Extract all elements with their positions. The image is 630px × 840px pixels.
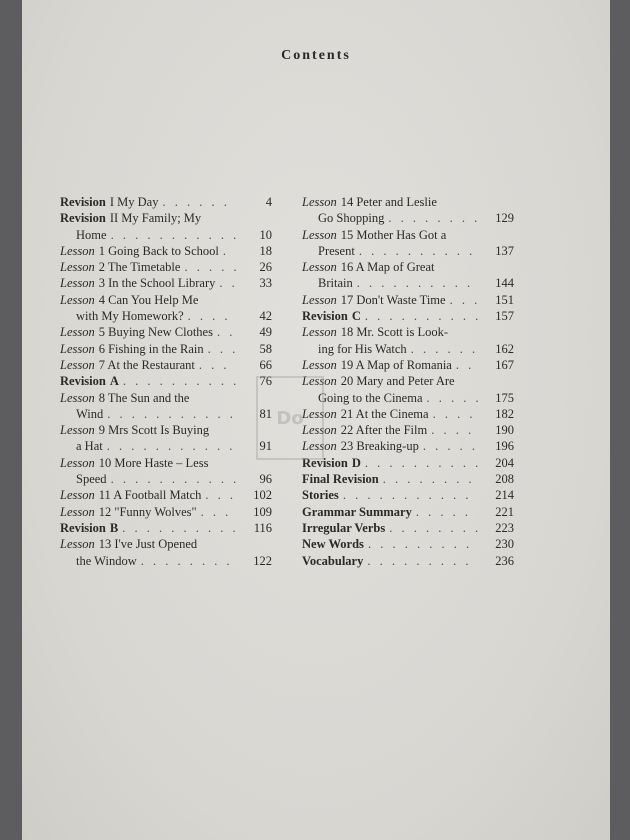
toc-entry-line [60,308,272,324]
toc-entry [302,357,514,373]
leader-dots [429,406,478,422]
toc-entry-title: 19 A Map of Romania [340,357,452,372]
toc-entry-line [302,406,514,422]
toc-entry [60,210,272,243]
page-number: 66 [259,357,272,372]
toc-entry [60,275,272,291]
toc-entry-title: 16 A Map of Great [340,260,435,275]
page-number: 144 [495,276,514,291]
leader-dots [412,504,478,520]
page-number: 76 [259,374,272,389]
page-number: 230 [495,537,514,552]
toc-entry-line [302,455,514,471]
toc-entry-title: Going to the Cinema [318,390,423,405]
toc-entry-title: 14 Peter and Leslie [340,195,437,209]
leader-dots [379,471,478,487]
toc-entry-kind: Lesson [60,276,95,291]
leader-dots [213,324,236,340]
toc-entry [302,308,514,324]
toc-entry-line [60,487,272,503]
toc-entry-line [60,406,272,422]
toc-entry-title: 13 I've Just Opened [98,537,198,552]
toc-entry-kind: Lesson [60,243,95,258]
toc-entry-line [60,357,272,373]
leader-dots [118,520,236,536]
toc-entry-line [60,227,272,243]
page-number: 162 [495,341,514,356]
toc-entry-kind: Revision [60,211,106,226]
toc-entry-kind: Lesson [302,439,337,454]
page-number: 18 [259,243,272,258]
toc-entry-kind: Lesson [60,488,95,503]
page-number: 223 [495,520,514,535]
page-number: 157 [495,309,514,324]
toc-entry-title: Speed [76,472,107,487]
toc-entry-line [60,455,272,471]
toc-entry-title: B [109,520,119,535]
leader-dots [107,471,236,487]
toc-entry-kind: Lesson [60,537,95,552]
leader-dots [363,553,478,569]
toc-entry-line [60,390,272,406]
toc-entry-line [60,259,272,275]
toc-entry-title: 9 Mrs Scott Is Buying [98,423,210,438]
leader-dots [204,341,236,357]
toc-entry-kind: Lesson [302,227,337,242]
toc-entry-line [60,194,272,210]
toc-entry-kind: Lesson [302,195,337,209]
toc-entry [60,390,272,423]
toc-entry-title: with My Homework? [76,309,184,324]
toc-entry-kind: Revision [60,520,106,535]
page-number: 81 [259,406,272,421]
leader-dots [419,438,478,454]
book-page [22,0,610,840]
toc-entry [302,487,514,503]
toc-entry-line [302,292,514,308]
toc-entry-kind: Lesson [60,260,95,275]
page-number: 236 [495,553,514,568]
toc-entry-title: Home [76,227,107,242]
leader-dots [407,341,478,357]
toc-entry-title: 18 Mr. Scott is Look- [340,325,449,340]
toc-entry [60,357,272,373]
toc-entry [60,536,272,569]
toc-entry-title: 11 A Football Match [98,488,202,503]
toc-entry-line [302,520,514,536]
toc-entry [60,259,272,275]
toc-entry-kind: Lesson [302,423,337,438]
leader-dots [180,259,236,275]
toc-entry-title: 3 In the School Library [98,276,216,291]
page-number: 102 [253,488,272,503]
toc-entry [302,324,514,357]
page-number: 10 [259,227,272,242]
leader-dots [353,275,478,291]
toc-entry-line [60,422,272,438]
toc-entry-kind: Lesson [60,423,95,438]
leader-dots [195,357,236,373]
toc-entry-title: II My Family; My [109,211,202,226]
toc-entry-line [60,292,272,308]
page-number: 33 [259,276,272,291]
toc-entry-kind: Lesson [302,357,337,372]
toc-entry-title: Irregular Verbs [302,520,386,535]
leader-dots [197,504,236,520]
toc-entry-line [302,553,514,569]
page-number: 116 [253,520,272,535]
toc-entry-line [302,194,514,210]
page-number: 109 [253,504,272,519]
toc-entry-title: 22 After the Film [340,423,428,438]
watermark-text: Do [276,407,304,429]
leader-dots [446,292,478,308]
toc-entry-title: Stories [302,488,339,503]
page-number: 204 [495,455,514,470]
toc-entry-title: Final Revision [302,472,379,487]
toc-entry [60,243,272,259]
toc-entry-title: ing for His Watch [318,341,407,356]
toc-entry [302,520,514,536]
leader-dots [201,487,236,503]
toc-entry-line [302,357,514,373]
toc-entry-title: the Window [76,553,137,568]
leader-dots [423,390,479,406]
page-number: 208 [495,472,514,487]
page-number: 4 [265,195,272,209]
toc-entry [60,341,272,357]
leader-dots [361,308,478,324]
toc-entry [302,259,514,292]
toc-entry [302,471,514,487]
toc-entry-kind: Revision [302,455,348,470]
toc-entry-kind: Lesson [60,390,95,405]
toc-entry-title: a Hat [76,439,103,454]
page-number: 175 [495,390,514,405]
toc-entry-kind: Lesson [302,374,337,389]
toc-entry [302,406,514,422]
page-number: 167 [495,357,514,372]
toc-entry-line [60,553,272,569]
toc-entry-title: 10 More Haste – Less [98,455,209,470]
toc-entry [302,438,514,454]
toc-entry-title: 1 Going Back to School [98,243,219,258]
toc-entry-title: Vocabulary [302,553,364,568]
toc-entry-line [302,227,514,243]
toc-entry [302,504,514,520]
toc-entry-line [60,536,272,552]
toc-entry-title: A [109,374,119,389]
toc-entry [60,504,272,520]
toc-entry-line [302,438,514,454]
leader-dots [103,406,236,422]
toc-entry-line [302,536,514,552]
contents-column-right [302,194,514,569]
toc-entry-kind: Revision [60,374,106,389]
page-number: 214 [495,488,514,503]
leader-dots [364,536,478,552]
toc-entry-kind: Lesson [60,455,95,470]
page-number: 151 [495,292,514,307]
toc-entry-line [302,422,514,438]
toc-entry-title: 15 Mother Has Got a [340,227,447,242]
page-number: 129 [495,211,514,226]
toc-entry-line [302,324,514,340]
toc-entry-kind: Lesson [302,406,337,421]
toc-entry-title: 21 At the Cinema [340,406,429,421]
toc-entry-title: 20 Mary and Peter Are [340,374,455,389]
toc-entry [60,487,272,503]
toc-entry-title: 4 Can You Help Me [98,292,199,307]
toc-entry-line [302,487,514,503]
toc-entry [302,227,514,260]
toc-entry-kind: Lesson [60,292,95,307]
page-number: 122 [253,553,272,568]
toc-entry-line [60,504,272,520]
toc-entry [302,455,514,471]
toc-entry-kind: Revision [302,309,348,324]
page-number: 221 [495,504,514,519]
toc-entry [60,194,272,210]
toc-entry-line [302,341,514,357]
leader-dots [103,438,236,454]
toc-entry-kind: Lesson [60,341,95,356]
toc-entry-title: New Words [302,537,364,552]
toc-entry-line [302,275,514,291]
toc-entry [60,422,272,455]
toc-entry-kind: Lesson [302,260,337,275]
toc-entry [302,422,514,438]
leader-dots [339,487,478,503]
page-number: 58 [259,341,272,356]
toc-entry-line [302,373,514,389]
toc-entry-title: C [351,309,361,324]
toc-entry-title: Britain [318,276,353,291]
leader-dots [355,243,478,259]
toc-entry-line [302,504,514,520]
toc-entry-title: 2 The Timetable [98,260,181,275]
toc-entry-line [302,308,514,324]
leader-dots [184,308,236,324]
toc-entry [60,373,272,389]
toc-entry-title: 6 Fishing in the Rain [98,341,204,356]
toc-entry-title: I My Day [109,195,159,209]
leader-dots [361,455,478,471]
toc-entry-title: Grammar Summary [302,504,412,519]
leader-dots [107,227,236,243]
toc-entry-title: D [351,455,361,470]
toc-entry-line [302,210,514,226]
toc-entry-kind: Revision [60,195,106,209]
page-number: 42 [259,309,272,324]
toc-entry [302,292,514,308]
toc-entry-title: 12 "Funny Wolves" [98,504,197,519]
contents-column-left [60,194,272,569]
toc-entry-title: Go Shopping [318,211,385,226]
toc-entry-kind: Lesson [60,325,95,340]
leader-dots [385,520,478,536]
toc-entry [302,373,514,406]
toc-entry [60,324,272,340]
leader-dots [452,357,478,373]
toc-entry-line [60,324,272,340]
toc-entry [302,553,514,569]
toc-entry-line [302,243,514,259]
toc-entry-line [60,373,272,389]
toc-entry-title: Wind [76,406,104,421]
toc-entry-title: 5 Buying New Clothes [98,325,213,340]
leader-dots [384,210,478,226]
page-number: 137 [495,243,514,258]
leader-dots [219,243,236,259]
page-number: 182 [495,406,514,421]
leader-dots [119,373,236,389]
page-number: 26 [259,260,272,275]
toc-entry [60,292,272,325]
toc-entry-kind: Lesson [302,292,337,307]
toc-entry-line [60,210,272,226]
page-number: 196 [495,439,514,454]
toc-entry-line [60,438,272,454]
toc-entry-line [60,275,272,291]
toc-entry-line [60,243,272,259]
page-number: 190 [495,423,514,438]
toc-entry [60,455,272,488]
toc-entry-title: 17 Don't Waste Time [340,292,446,307]
toc-entry-line [60,341,272,357]
watermark-logo [256,376,324,460]
toc-entry-line [60,520,272,536]
leader-dots [158,194,236,210]
page-number: 49 [259,325,272,340]
leader-dots [137,553,236,569]
toc-entry-line [302,259,514,275]
leader-dots [215,275,236,291]
toc-entry-kind: Lesson [302,325,337,340]
toc-entry [60,520,272,536]
toc-entry-line [302,390,514,406]
toc-entry-line [60,471,272,487]
toc-entry-kind: Lesson [60,357,95,372]
toc-entry [302,194,514,227]
toc-entry-title: 7 At the Restaurant [98,357,195,372]
toc-entry-kind: Lesson [60,504,95,519]
toc-entry [302,536,514,552]
leader-dots [427,422,478,438]
page-title: Contents [281,48,351,63]
toc-entry-title: Present [318,243,355,258]
page-number: 96 [259,472,272,487]
toc-entry-title: 23 Breaking-up [340,439,419,454]
page-number: 91 [259,439,272,454]
toc-entry-line [302,471,514,487]
toc-entry-title: 8 The Sun and the [98,390,190,405]
